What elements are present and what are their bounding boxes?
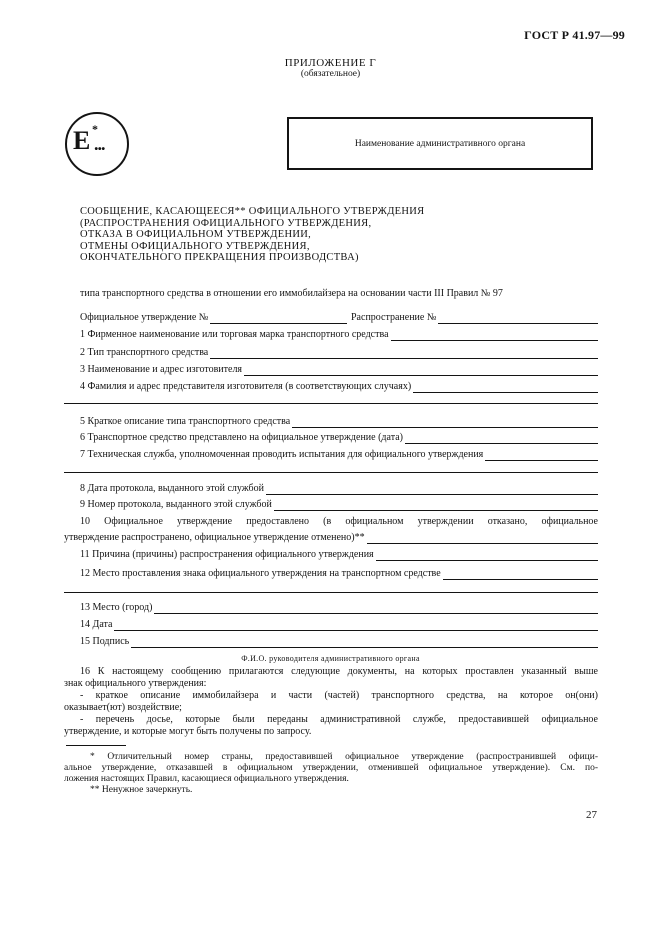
item-16-line-2: знак официального утверждения: — [64, 678, 207, 689]
approval-mark-dots: ... — [94, 134, 105, 154]
annex-title: ПРИЛОЖЕНИЕ Г — [284, 57, 377, 69]
footnote-1-line-1: * Отличительный номер страны, предоставившей официальное утверждение (распространившей офици- — [90, 752, 598, 762]
item-16-bullet-2-line-2: утверждение, и которые могут быть получены по запросу. — [64, 726, 312, 737]
signature-field[interactable] — [131, 638, 598, 648]
footnote-divider — [66, 745, 126, 746]
item-9-field[interactable] — [274, 501, 598, 511]
item-4-field[interactable] — [413, 383, 598, 393]
approval-mark-letter: E — [73, 126, 91, 155]
item-10-row — [64, 531, 598, 544]
item-6-label: 6 Транспортное средство представлено на официальное утверждение (дата) — [80, 432, 403, 443]
authority-name-label: Наименование административного органа — [354, 138, 526, 149]
item-16-line-1: 16 К настоящему сообщению прилагаются следующие документы, на которых проставлен указанный выше — [80, 666, 598, 677]
item-16-bullet-1-line-1: - краткое описание иммобилайзера и части (частей) транспортного средства, на которое он(они) — [80, 690, 598, 701]
item-16-bullet-2-line-1: - перечень досье, которые были переданы административной службе, предоставившей официальное — [80, 714, 598, 725]
footnote-1-line-2: альное утверждение, отказавшей в официальном утверждении, отменившей официальное утверждение). См. по- — [64, 763, 598, 773]
item-5-label: 5 Краткое описание типа транспортного средства — [80, 416, 291, 427]
item-11-label: 11 Причина (причины) распространения официального утверждения — [80, 549, 374, 560]
approval-number-label: Официальное утверждение № — [80, 312, 209, 323]
approval-mark-circle — [65, 112, 129, 176]
item-1-label: 1 Фирменное наименование или торговая марка транспортного средства — [80, 329, 389, 340]
item-12-label: 12 Место проставления знака официального утверждения на транспортном средстве — [80, 568, 441, 579]
intro-text: типа транспортного средства в отношении его иммобилайзера на основании части III Правил № 97 — [80, 288, 503, 299]
item-2-label: 2 Тип транспортного средства — [80, 347, 209, 358]
item-11-row — [80, 548, 598, 561]
approval-mark-star: * — [92, 122, 98, 136]
item-9-label: 9 Номер протокола, выданного этой службой — [80, 499, 272, 510]
page-number: 27 — [586, 809, 597, 821]
item-3-row — [80, 363, 598, 376]
item-8-label: 8 Дата протокола, выданного этой службой — [80, 483, 264, 494]
item-1-row — [80, 328, 598, 341]
item-3-label: 3 Наименование и адрес изготовителя — [80, 364, 243, 375]
item-14-field[interactable] — [114, 621, 598, 631]
item-5-row — [80, 415, 598, 428]
item-12-field[interactable] — [443, 570, 598, 580]
item-13-row — [80, 601, 598, 614]
item-14-row — [80, 618, 598, 631]
footnote-1-line-3: ложения настоящих Правил, касающиеся официального утверждения. — [64, 774, 349, 784]
item-5-field[interactable] — [292, 418, 598, 428]
approval-number-row — [80, 311, 347, 324]
item-4-row — [80, 380, 598, 393]
item-10-field[interactable] — [367, 534, 598, 544]
item-9-row — [80, 498, 598, 511]
item-7-label: 7 Техническая служба, уполномоченная проводить испытания для официального утверждения — [80, 449, 484, 460]
item-7-continuation-line[interactable] — [64, 472, 598, 473]
heading-line-4: ОТМЕНЫ ОФИЦИАЛЬНОГО УТВЕРЖДЕНИЯ, — [80, 240, 310, 252]
item-15-row — [80, 635, 598, 648]
item-4-label: 4 Фамилия и адрес представителя изготовителя (в соответствующих случаях) — [80, 381, 412, 392]
item-4-continuation-line[interactable] — [64, 403, 598, 404]
item-3-field[interactable] — [244, 366, 598, 376]
heading-line-2: (РАСПРОСТРАНЕНИЯ ОФИЦИАЛЬНОГО УТВЕРЖДЕНИЯ, — [80, 217, 372, 229]
extension-number-field[interactable] — [438, 314, 598, 324]
authority-name-box — [287, 117, 593, 170]
item-6-field[interactable] — [405, 434, 598, 444]
item-11-field[interactable] — [376, 551, 598, 561]
item-7-field[interactable] — [485, 451, 598, 461]
item-12-continuation-line[interactable] — [64, 592, 598, 593]
item-16-bullet-1-line-2: оказывает(ют) воздействие; — [64, 702, 182, 713]
item-2-row — [80, 346, 598, 359]
item-8-row — [80, 482, 598, 495]
heading-line-5: ОКОНЧАТЕЛЬНОГО ПРЕКРАЩЕНИЯ ПРОИЗВОДСТВА) — [80, 252, 359, 263]
item-12-row — [80, 567, 598, 580]
item-13-label: 13 Место (город) — [80, 602, 153, 613]
heading-line-3: ОТКАЗА В ОФИЦИАЛЬНОМ УТВЕРЖДЕНИИ, — [80, 229, 312, 240]
footnote-2: ** Ненужное зачеркнуть. — [90, 785, 193, 795]
item-2-field[interactable] — [210, 349, 598, 359]
annex-subtitle: (обязательное) — [300, 69, 361, 79]
item-6-row — [80, 431, 598, 444]
approval-number-field[interactable] — [210, 314, 347, 324]
extension-number-row — [351, 311, 598, 324]
item-15-label: 15 Подпись — [80, 636, 130, 647]
item-1-field[interactable] — [391, 331, 598, 341]
extension-number-label: Распространение № — [351, 312, 437, 323]
item-7-row — [80, 448, 598, 461]
item-13-field[interactable] — [154, 604, 598, 614]
item-10-line-1: 10 Официальное утверждение предоставлено (в официальном утверждении отказано, официальное — [80, 516, 598, 527]
item-10-label-2: утверждение распространено, официальное утверждение отменено)** — [64, 532, 365, 543]
heading-line-1: СООБЩЕНИЕ, КАСАЮЩЕЕСЯ** ОФИЦИАЛЬНОГО УТВЕРЖДЕНИЯ — [80, 206, 425, 217]
standard-code: ГОСТ Р 41.97—99 — [524, 28, 625, 42]
item-14-label: 14 Дата — [80, 619, 113, 630]
signature-caption: Ф.И.О. руководителя административного органа — [241, 654, 420, 663]
item-8-field[interactable] — [266, 485, 598, 495]
